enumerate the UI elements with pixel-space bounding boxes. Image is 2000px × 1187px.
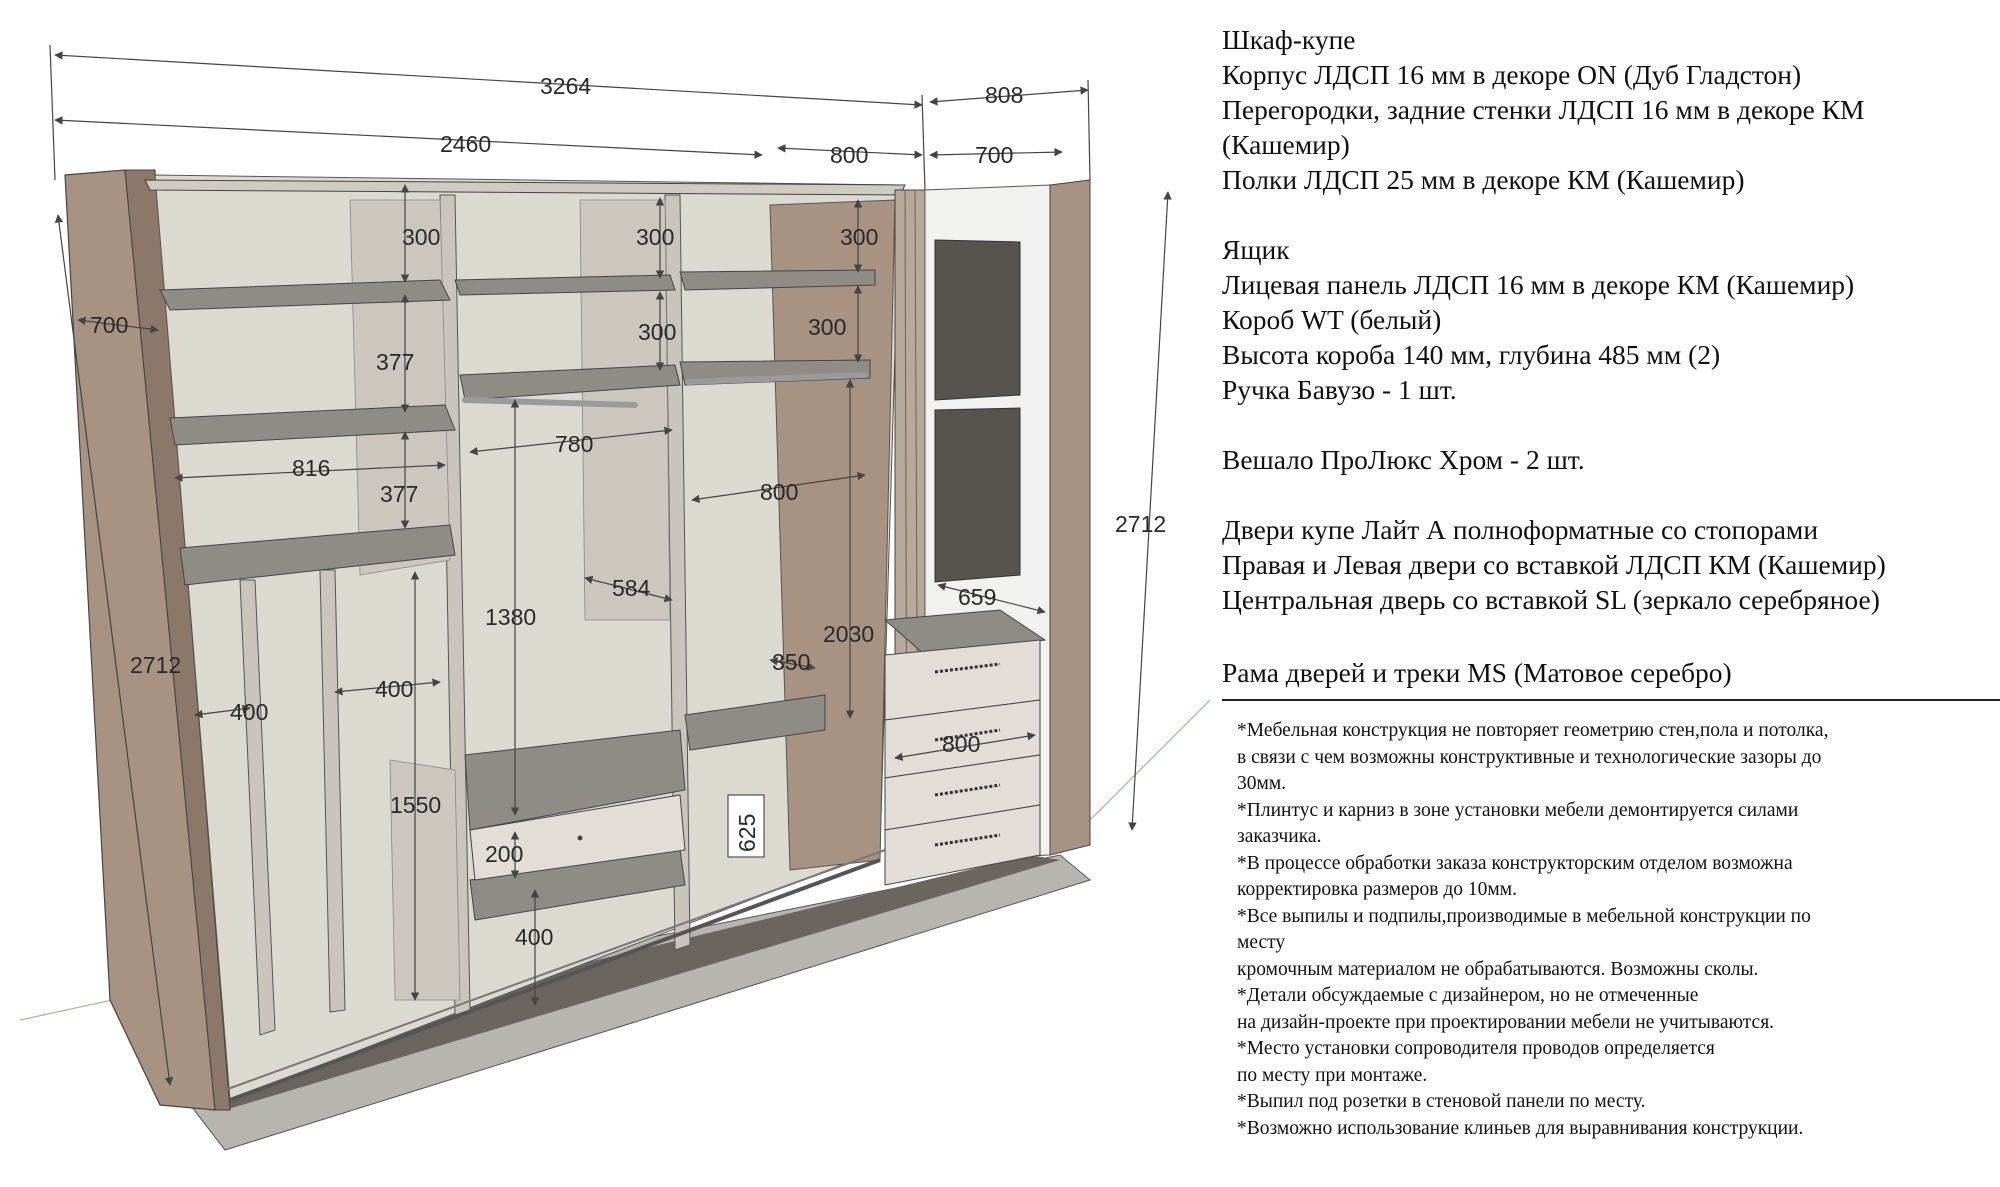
dim-width-800-right: 800: [760, 479, 799, 505]
dim-side-659: 659: [958, 584, 997, 610]
note-line: *Плинтус и карниз в зоне установки мебели демонтируется силами: [1237, 799, 1799, 821]
spec-partitions-1: Перегородки, задние стенки ЛДСП 16 мм в декоре КМ: [1222, 94, 1865, 125]
frame-row: [1222, 657, 2000, 701]
note-line: заказчика.: [1237, 826, 1322, 847]
back-panel-col2: [580, 200, 670, 620]
note-line: 30мм.: [1237, 773, 1287, 794]
dim-width-400-b: 400: [375, 676, 414, 702]
dim-shelf-gap-377-b: 377: [380, 481, 419, 507]
side-unit-side-panel: [1050, 180, 1090, 855]
dim-side-width: 808: [985, 82, 1024, 108]
specification-block: [1222, 22, 1992, 617]
spec-doors: Двери купе Лайт А полноформатные со стопорами: [1222, 514, 1819, 545]
dim-shelf-gap-top-2: 300: [636, 224, 675, 250]
dim-height-1550: 1550: [390, 792, 442, 818]
note-line: *Возможно использование клиньев для выравнивания конструкции.: [1237, 1117, 1804, 1139]
frame-divider: [1222, 699, 2000, 701]
dim-inner-width: 2460: [440, 131, 492, 157]
note-line: *Мебельная конструкция не повторяет геометрию стен,пола и потолка,: [1237, 720, 1829, 741]
note-line: в связи с чем возможны конструктивные и технологические зазоры до: [1237, 746, 1822, 768]
spec-title: Шкаф-купе: [1222, 24, 1356, 55]
dim-bottom-400: 400: [515, 924, 554, 950]
dim-shelf-gap-mid-3: 300: [808, 314, 847, 340]
side-unit-door-insert-bottom: [935, 408, 1020, 582]
note-line: корректировка размеров до 10мм.: [1237, 879, 1517, 900]
note-line: на дизайн-проекте при проектировании мебели не учитываются.: [1237, 1011, 1775, 1033]
dim-right-section-width: 800: [830, 142, 869, 168]
dim-shelf-gap-377-a: 377: [376, 349, 415, 375]
dim-shelf-gap-top-1: 300: [402, 224, 441, 250]
notes-block: [1237, 718, 1977, 1142]
dim-width-584: 584: [612, 575, 651, 601]
dim-side-drawer-800: 800: [942, 731, 981, 757]
spec-hanger: Вешало ПроЛюкс Хром - 2 шт.: [1222, 444, 1585, 475]
dim-door-625: 625: [734, 813, 760, 852]
dim-overall-width: 3264: [540, 73, 592, 99]
spec-drawer-handle: Ручка Бавузо - 1 шт.: [1222, 374, 1457, 405]
dim-width-350: 350: [772, 649, 811, 675]
dim-height-1380: 1380: [485, 604, 537, 630]
note-line: *В процессе обработки заказа конструкторским отделом возможна: [1237, 852, 1793, 874]
spec-drawer-size: Высота короба 140 мм, глубина 485 мм (2): [1222, 339, 1721, 370]
dim-width-400-a: 400: [230, 699, 269, 725]
spec-drawer-box: Короб WT (белый): [1222, 304, 1442, 335]
dim-drawer-200: 200: [485, 841, 524, 867]
dim-shelf-gap-mid-2: 300: [638, 319, 677, 345]
dim-depth: 700: [90, 312, 129, 338]
right-column-back: [770, 200, 895, 870]
dim-height-2030: 2030: [823, 621, 875, 647]
spec-doors-side: Правая и Левая двери со вставкой ЛДСП КМ (Кашемир): [1222, 549, 1886, 580]
note-line: *Место установки сопроводителя проводов определяется: [1237, 1038, 1715, 1059]
dim-height-left: 2712: [130, 652, 182, 678]
spec-doors-center: Центральная дверь со вставкой SL (зеркало серебряное): [1222, 584, 1880, 615]
spec-shelves: Полки ЛДСП 25 мм в декоре КМ (Кашемир): [1222, 164, 1745, 195]
side-unit-door-insert-top: [935, 240, 1020, 400]
note-line: по месту при монтаже.: [1237, 1064, 1428, 1086]
back-panel-col1: [350, 200, 450, 575]
spec-partitions-2: (Кашемир): [1222, 129, 1350, 160]
dim-height-right: 2712: [1115, 511, 1167, 537]
dim-side-unit-width: 700: [975, 142, 1014, 168]
note-line: *Все выпилы и подпилы,производимые в мебельной конструкции по: [1237, 905, 1811, 927]
spec-drawer-front: Лицевая панель ЛДСП 16 мм в декоре КМ (Кашемир): [1222, 269, 1855, 300]
note-line: *Выпил под розетки в стеновой панели по месту.: [1237, 1091, 1646, 1112]
mid-drawer-handle: [578, 836, 583, 841]
dim-width-780: 780: [555, 431, 594, 457]
note-line: *Детали обсуждаемые с дизайнером, но не отмеченные: [1237, 985, 1699, 1006]
spec-body: Корпус ЛДСП 16 мм в декоре ON (Дуб Гладстон): [1222, 59, 1802, 90]
note-line: месту: [1237, 932, 1286, 953]
note-line: кромочным материалом не обрабатываются. Возможны сколы.: [1237, 958, 1759, 980]
spec-frame: Рама дверей и треки MS (Матовое серебро): [1222, 657, 1732, 688]
dim-shelf-gap-top-3: 300: [840, 224, 879, 250]
spec-drawer-title: Ящик: [1222, 234, 1290, 265]
dim-width-816: 816: [292, 455, 331, 481]
